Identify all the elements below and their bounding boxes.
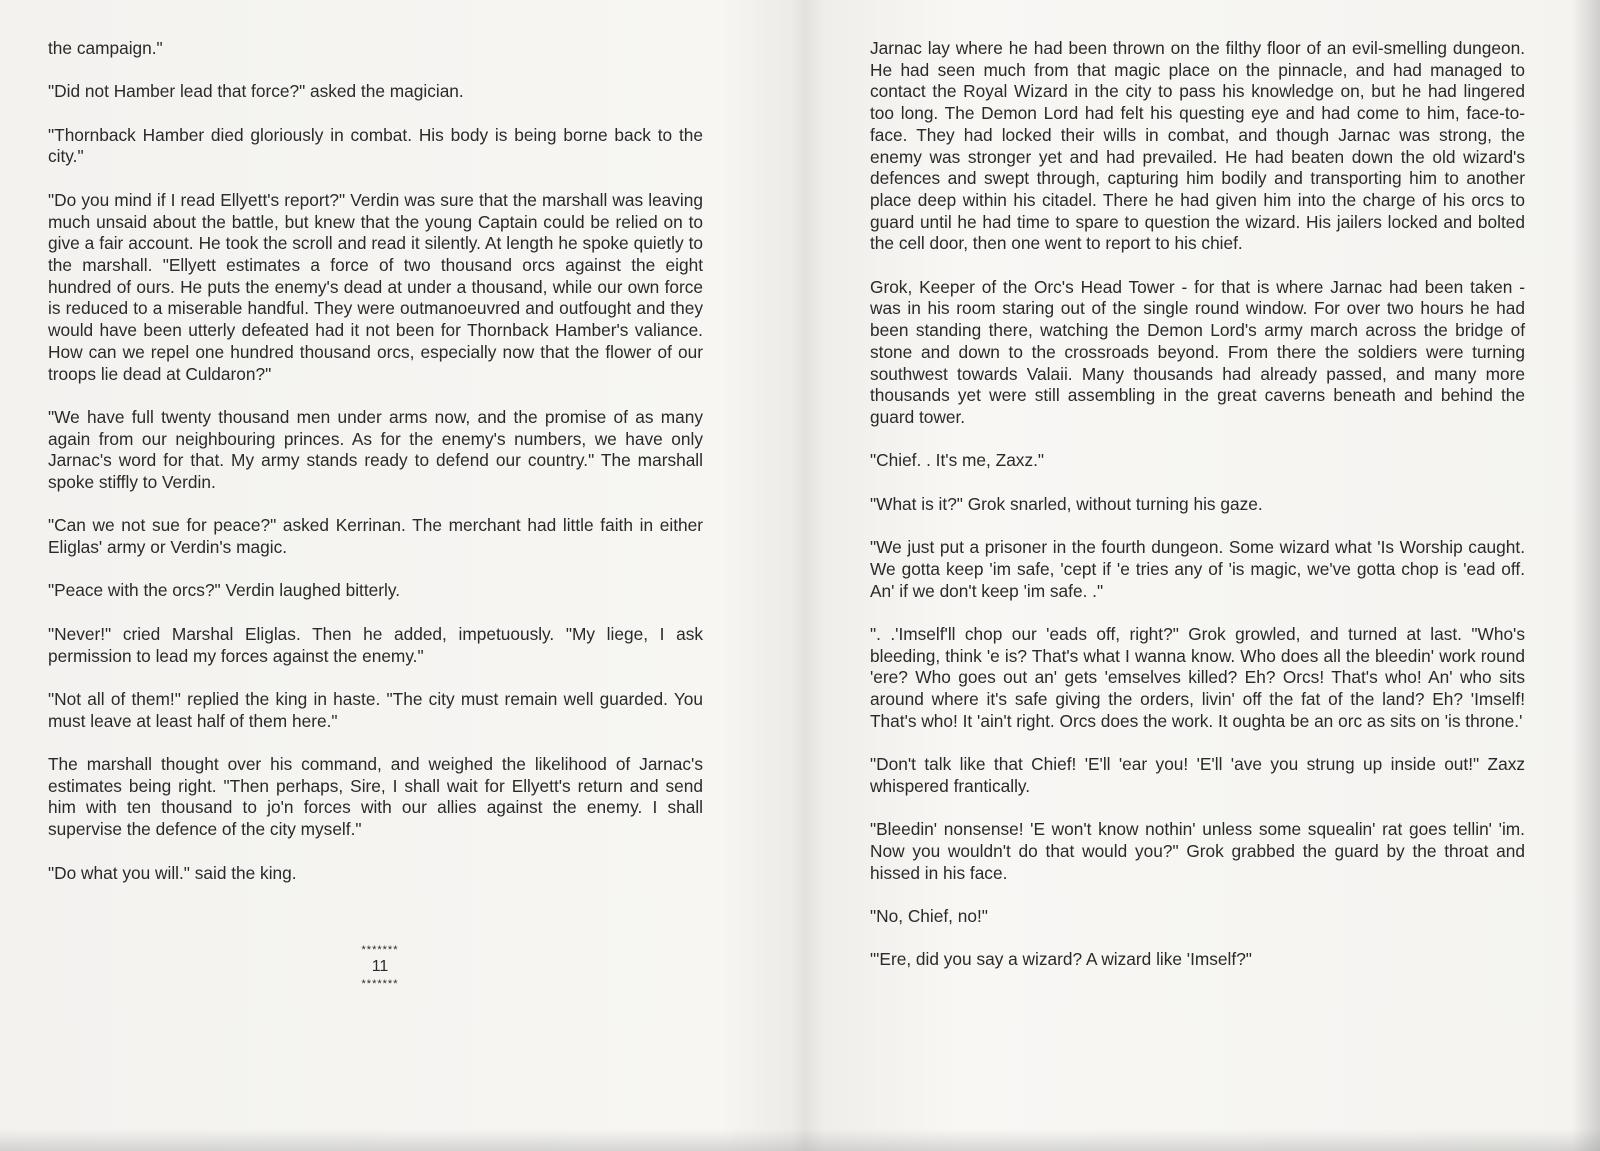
paragraph: Jarnac lay where he had been thrown on the filthy floor of an evil-smelling dungeon. He had seen much from that magic place on the pinnacle, and had managed to contact the Royal Wizard in the city to pass his knowledge on, but he had lingered too long. The Demon Lord had felt his questing eye and had come to him, face-to-face. They had locked their wills in combat, and though Jarnac was strong, the enemy was stronger yet and had prevailed. He had beaten down the old wizard's defences and swept through, capturing him bodily and transporting him to another place deep within his citadel. There he had given him into the charge of his orcs to guard until he had time to spare to question the wizard. His jailers locked and bolted the cell door, then one went to report to his chief. [870, 38, 1525, 254]
separator-top: ******* [361, 944, 399, 956]
paragraph: "Thornback Hamber died gloriously in combat. His body is being borne back to the city." [48, 124, 703, 167]
paragraph: the campaign." [48, 38, 163, 58]
right-page [800, 0, 1600, 1151]
paragraph: "'Ere, did you say a wizard? A wizard like 'Imself?" [870, 949, 1252, 970]
paragraph: "Bleedin' nonsense! 'E won't know nothin' unless some squealin' rat goes tellin' 'im. Now you wouldn't do that would you?" Grok grabbed the guard by the throat and hissed in his face. [870, 819, 1525, 883]
paragraph: "Peace with the orcs?" Verdin laughed bitterly. [48, 580, 401, 601]
paragraph: ". .'Imself'll chop our 'eads off, right?" Grok growled, and turned at last. "Who's bleeding, think 'e is? That's what I wanna know. Who does all the bleedin' work round 'ere? Who goes out an' gets 'emselves killed? Eh? Orcs! That's who! An' who sits around where it's safe giving the orders, livin' off the fat of the land? Eh? 'Imself! That's who! It 'ain't right. Orcs does the work. It oughta be an orc as sits on 'is throne.' [870, 623, 1525, 731]
paragraph: "No, Chief, no!" [870, 906, 988, 926]
left-page-text [48, 38, 703, 906]
paragraph: "We just put a prisoner in the fourth dungeon. Some wizard what 'Is Worship caught. We gotta keep 'im safe, 'cept if 'e tries any of 'is magic, we've gotta chop is 'ead off. An' if we don't keep 'im safe. ." [870, 537, 1525, 601]
page-edge-shadow [1572, 0, 1600, 1151]
paragraph: "Chief. . It's me, Zaxz." [870, 450, 1045, 471]
separator-bottom: ******* [361, 978, 399, 990]
paragraph: The marshall thought over his command, and weighed the likelihood of Jarnac's estimates being right. "Then perhaps, Sire, I shall wait for Ellyett's return and send him with ten thousand to jo'n forces with our allies against the enemy. I shall supervise the defence of the city myself." [48, 754, 703, 840]
page-number: 11 [371, 958, 389, 975]
paragraph: "Do you mind if I read Ellyett's report?" Verdin was sure that the marshall was leaving much unsaid about the battle, but knew that the young Captain could be relied on to give a fair account. He took the scroll and read it silently. At length he spoke quietly to the marshall. "Ellyett estimates a force of two thousand orcs against the eight hundred of ours. He puts the enemy's dead at under a thousand, while our own force is reduced to a miserable handful. They were outmanoeuvred and outfought and they would have been utterly defeated had it not been for Thornback Hamber's valiance. How can we repel one hundred thousand orcs, especially now that the flower of our troops lie dead at Culdaron?" [48, 189, 703, 384]
paragraph: Grok, Keeper of the Orc's Head Tower - for that is where Jarnac had been taken - was in his room staring out of the single round window. For over two hours he had been standing there, watching the Demon Lord's army march across the bridge of stone and down to the crossroads beyond. From there the soldiers were turning southwest towards Valaii. Many thousands had already passed, and many more thousands yet were still assembling in the great caverns beneath and behind the guard tower. [870, 276, 1525, 427]
paragraph: "Can we not sue for peace?" asked Kerrinan. The merchant had little faith in either Eliglas' army or Verdin's magic. [48, 515, 703, 558]
paragraph: "Did not Hamber lead that force?" asked the magician. [48, 81, 464, 102]
paragraph: "Don't talk like that Chief! 'E'll 'ear you! 'E'll 'ave you strung up inside out!" Zaxz whispered frantically. [870, 754, 1525, 796]
paragraph: "Do what you will." said the king. [48, 862, 297, 883]
page-footer [300, 944, 460, 990]
paragraph: "Not all of them!" replied the king in haste. "The city must remain well guarded. You must leave at least half of them here." [48, 688, 703, 731]
paragraph: "We have full twenty thousand men under arms now, and the promise of as many again from our neighbouring princes. As for the enemy's numbers, we have only Jarnac's word for that. My army stands ready to defend our country." The marshall spoke stiffly to Verdin. [48, 406, 703, 492]
paragraph: "Never!" cried Marshal Eliglas. Then he added, impetuously. "My liege, I ask permission to lead my forces against the enemy." [48, 623, 703, 666]
right-page-text [870, 38, 1525, 993]
bottom-edge-shadow [0, 1129, 1600, 1151]
paragraph: "What is it?" Grok snarled, without turning his gaze. [870, 493, 1263, 514]
